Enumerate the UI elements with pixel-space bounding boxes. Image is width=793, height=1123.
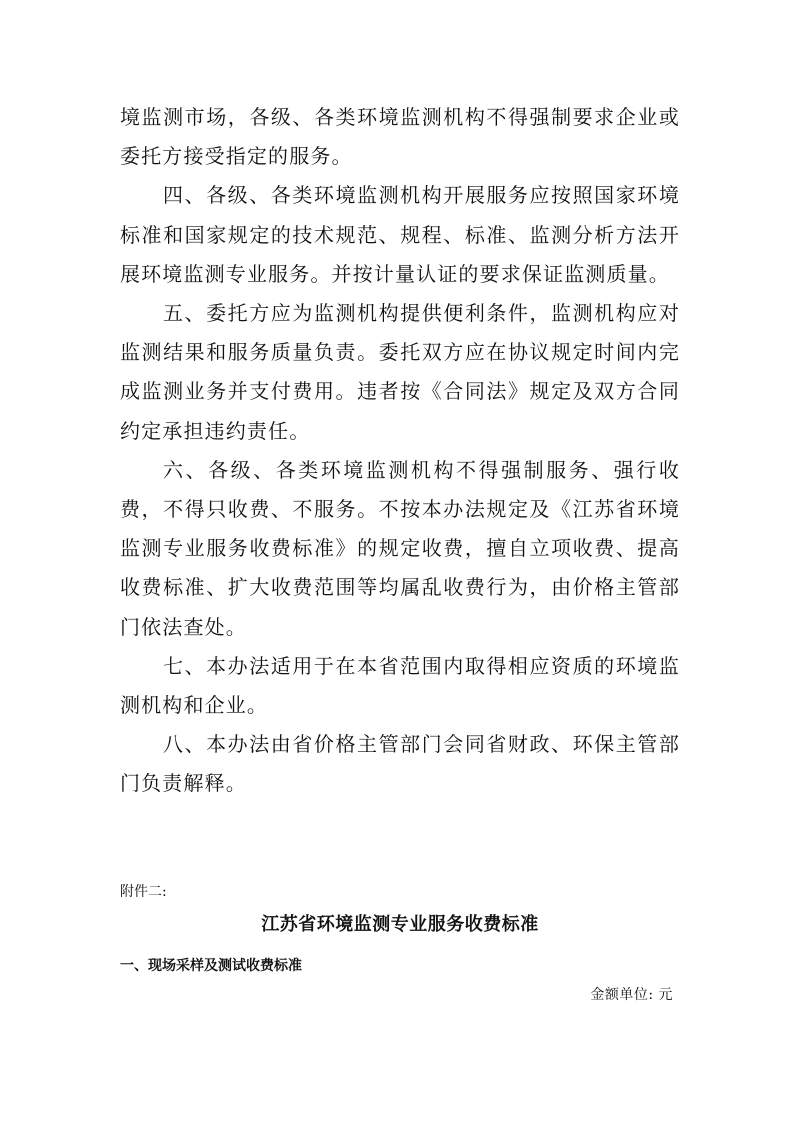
body-text (120, 98, 680, 804)
attachment-title: 江苏省环境监测专业服务收费标准 (261, 914, 539, 935)
paragraph-clause-4: 四、各级、各类环境监测机构开展服务应按照国家环境标准和国家规定的技术规范、规程、标准、监测分析方法开展环境监测专业服务。并按计量认证的要求保证监测质量。 (120, 183, 680, 286)
section-heading: 一、现场采样及测试收费标准 (120, 958, 302, 974)
currency-unit-note: 金额单位: 元 (590, 987, 673, 1003)
paragraph-clause-7: 七、本办法适用于在本省范围内取得相应资质的环境监测机构和企业。 (120, 653, 680, 718)
attachment-label: 附件二: (120, 884, 167, 900)
paragraph-clause-6: 六、各级、各类环境监测机构不得强制服务、强行收费，不得只收费、不服务。不按本办法规定及《江苏省环境监测专业服务收费标准》的规定收费，擅自立项收费、提高收费标准、扩大收费范围等均属乱收费行为，由价格主管部门依法查处。 (120, 457, 680, 639)
paragraph-clause-5: 五、委托方应为监测机构提供便利条件，监测机构应对监测结果和服务质量负责。委托双方应在协议规定时间内完成监测业务并支付费用。违者按《合同法》规定及双方合同约定承担违约责任。 (120, 301, 680, 443)
paragraph-clause-8: 八、本办法由省价格主管部门会同省财政、环保主管部门负责解释。 (120, 732, 680, 796)
paragraph-continuation: 境监测市场，各级、各类环境监测机构不得强制要求企业或委托方接受指定的服务。 (120, 105, 680, 169)
